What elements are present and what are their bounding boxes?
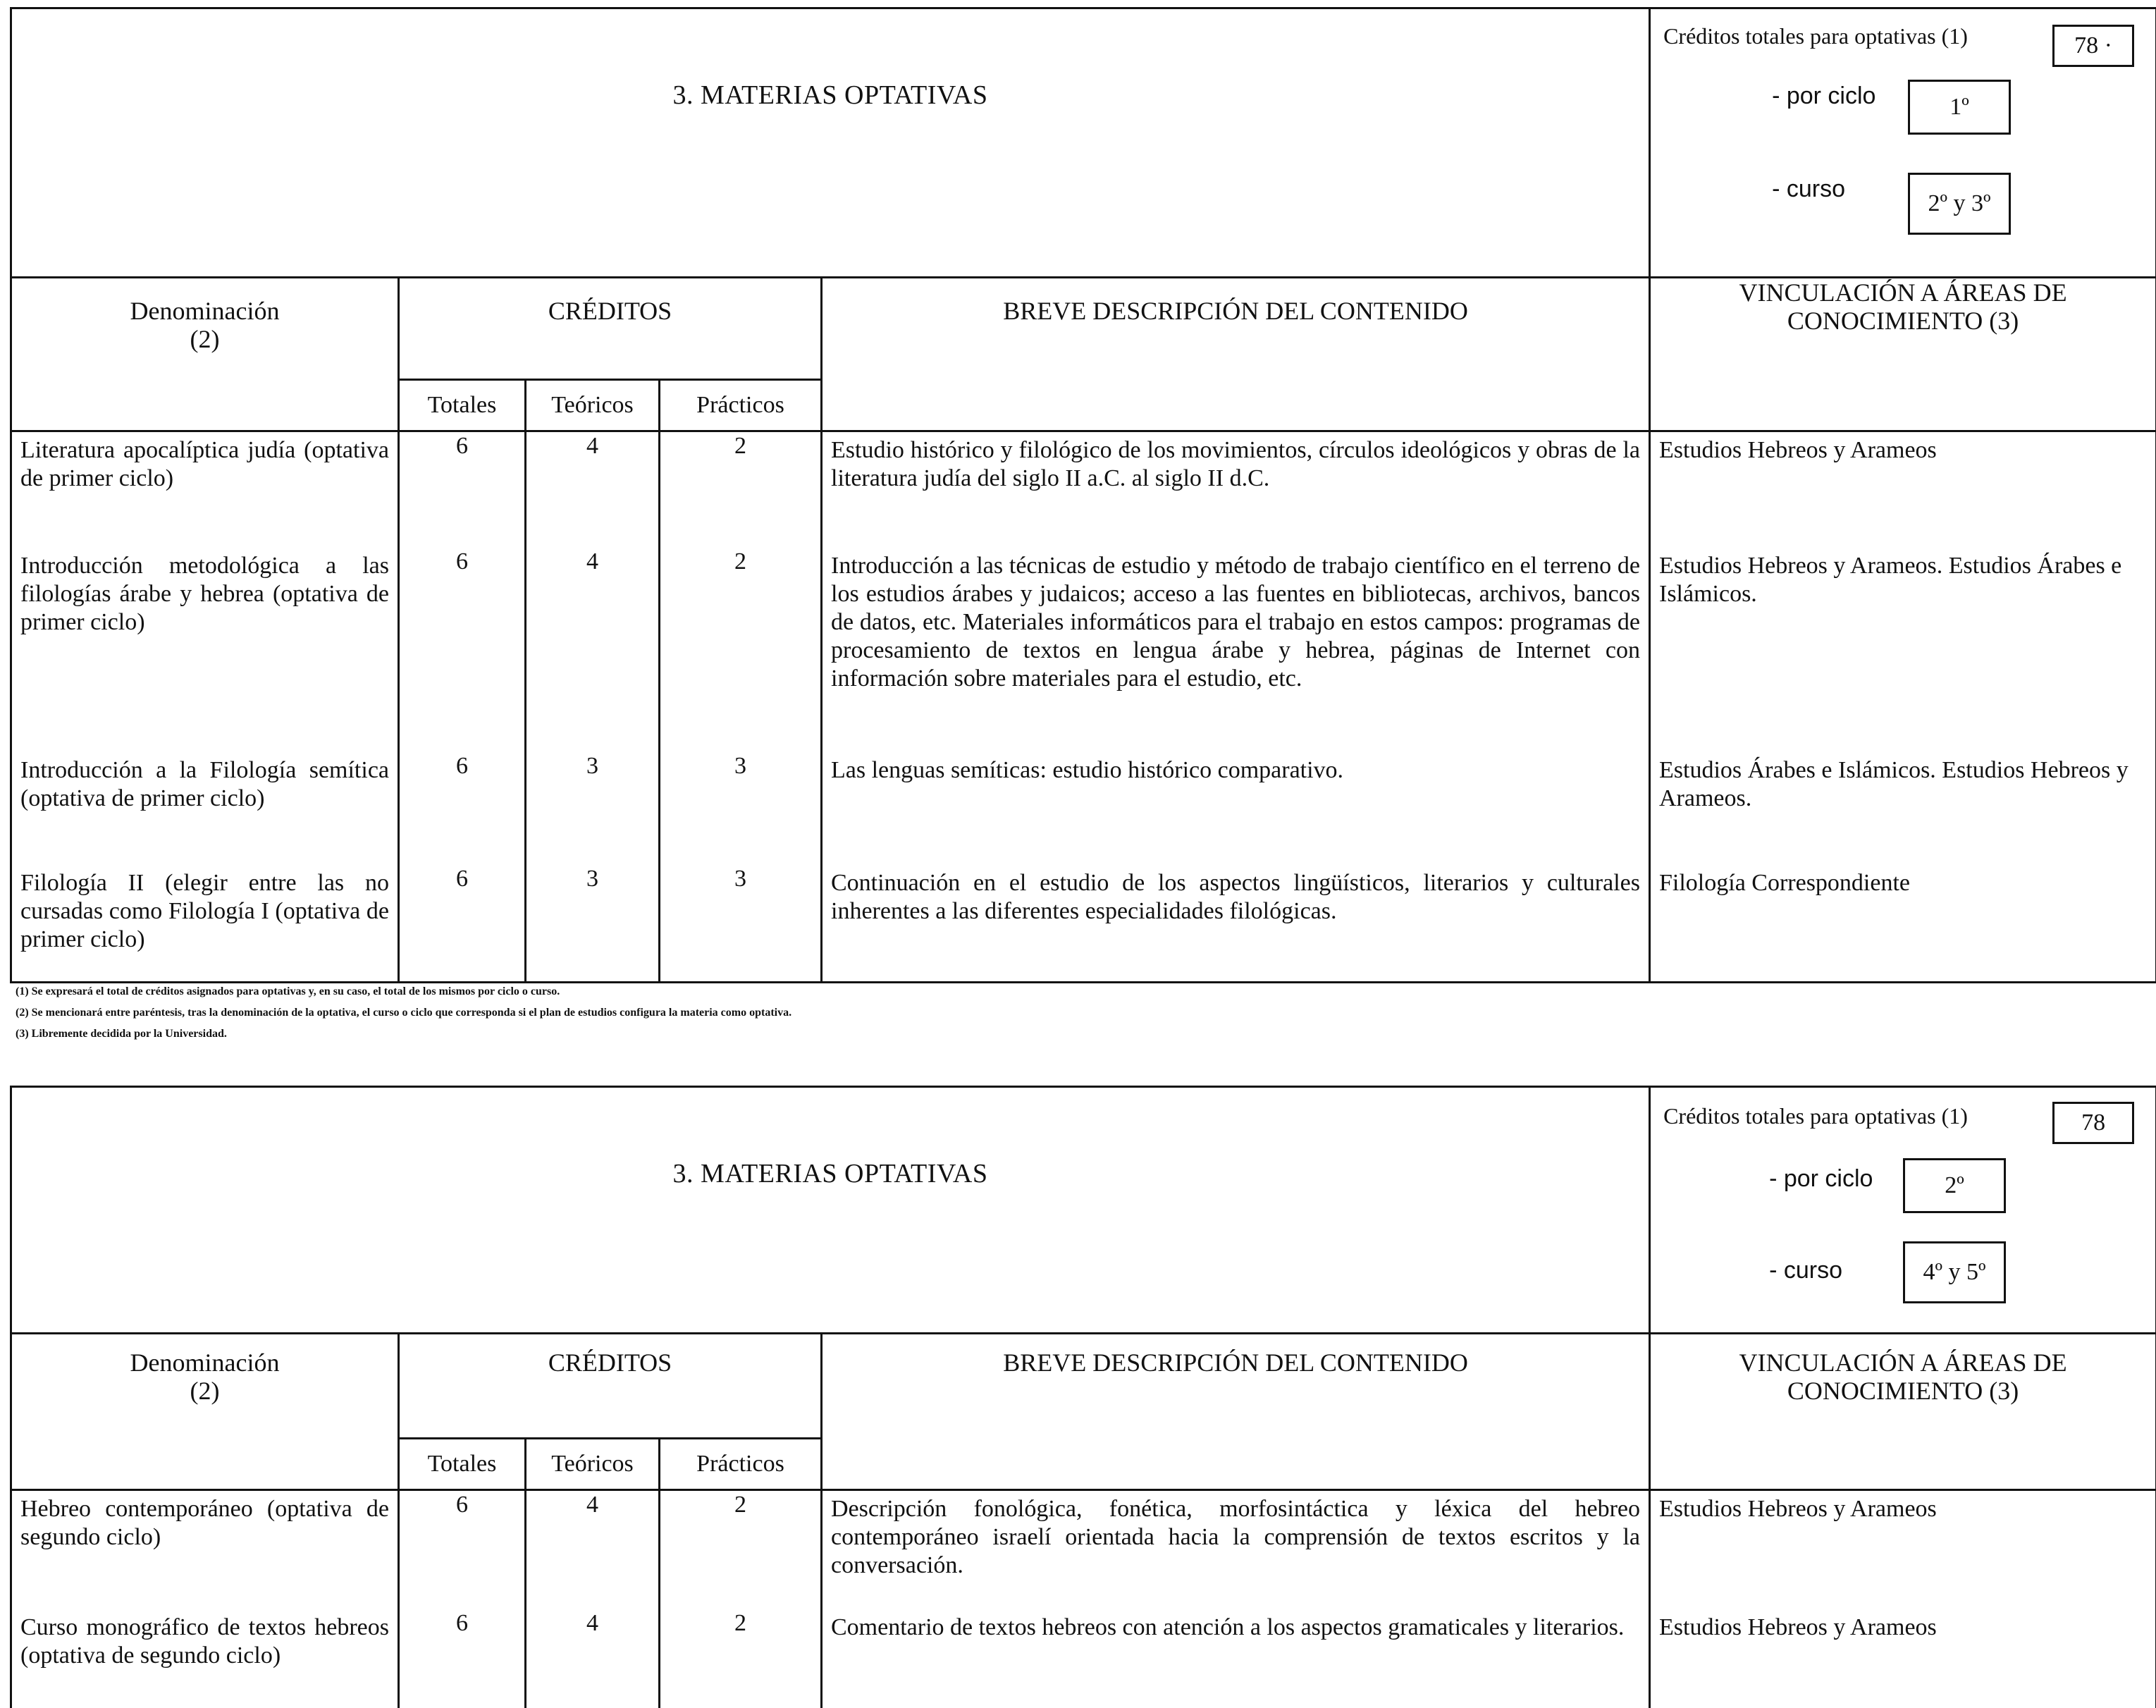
- table-1-frame: [10, 7, 2156, 432]
- col-denominacion-header: Denominación (2): [11, 1334, 399, 1490]
- table-row: [11, 752, 2156, 865]
- creditos-value: 78 ·: [2052, 25, 2134, 67]
- denominacion-cell: Curso monográfico de textos hebreos (optativa de segundo ciclo): [11, 1609, 399, 1708]
- teoricos-cell: 3: [526, 865, 660, 982]
- col-vinculacion-header: VINCULACIÓN A ÁREAS DE CONOCIMIENTO (3): [1650, 1334, 2156, 1490]
- page-title: 3. MATERIAS OPTATIVAS: [12, 1088, 1649, 1189]
- creditos-label: Créditos totales para optativas (1): [1663, 23, 1968, 49]
- denominacion-cell: Literatura apocalíptica judía (optativa de primer ciclo): [11, 432, 399, 548]
- descripcion-cell: Estudio histórico y filológico de los movimientos, círculos ideológicos y obras de la literatura judía del siglo II a.C. al siglo II d.C.: [822, 432, 1650, 548]
- table-2-frame: [10, 1086, 2156, 1491]
- table-2-body: [10, 1491, 2156, 1708]
- creditos-label: Créditos totales para optativas (1): [1663, 1103, 1968, 1129]
- vinculacion-cell: Estudios Árabes e Islámicos. Estudios Hebreos y Arameos.: [1650, 752, 2156, 865]
- col-practicos-header: Prácticos: [660, 1439, 820, 1489]
- vinculacion-cell: Filología Correspondiente: [1650, 865, 2156, 982]
- col-teoricos-header: Teóricos: [526, 381, 660, 430]
- ciclo-label: - por ciclo: [1772, 82, 1875, 110]
- col-creditos-header: CRÉDITOS Totales Teóricos Prácticos: [399, 1334, 822, 1490]
- footnote-1: (1) Se expresará el total de créditos asignados para optativas y, en su caso, el total de los mismos por ciclo o curso.: [16, 981, 791, 1002]
- teoricos-cell: 4: [526, 548, 660, 752]
- practicos-cell: 3: [660, 865, 822, 982]
- col-creditos-header: CRÉDITOS Totales Teóricos Prácticos: [399, 278, 822, 431]
- curso-label: - curso: [1769, 1257, 1842, 1284]
- practicos-cell: 2: [660, 432, 822, 548]
- vinculacion-cell: Estudios Hebreos y Arameos. Estudios Árabes e Islámicos.: [1650, 548, 2156, 752]
- descripcion-cell: Introducción a las técnicas de estudio y método de trabajo científico en el terreno de los estudios árabes y judaicos; acceso a las fuentes en bibliotecas, archivos, bancos de datos, etc. Materiales informáticos para el trabajo en estos campos: programas de procesamiento de textos en lengua árabe y hebrea, páginas de Internet con información sobre materiales para el estudio, etc.: [822, 548, 1650, 752]
- descripcion-cell: Comentario de textos hebreos con atención a los aspectos gramaticales y literarios.: [822, 1609, 1650, 1708]
- descripcion-cell: Continuación en el estudio de los aspectos lingüísticos, literarios y culturales inherentes a las diferentes especialidades filológicas.: [822, 865, 1650, 982]
- col-descripcion-header: BREVE DESCRIPCIÓN DEL CONTENIDO: [822, 1334, 1650, 1490]
- denominacion-cell: Introducción metodológica a las filologías árabe y hebrea (optativa de primer ciclo): [11, 548, 399, 752]
- descripcion-cell: Descripción fonológica, fonética, morfosintáctica y léxica del hebreo contemporáneo israelí orientada hacia la comprensión de textos escritos y la conversación.: [822, 1491, 1650, 1609]
- totales-cell: 6: [399, 865, 526, 982]
- curso-label: - curso: [1772, 176, 1845, 203]
- table-row: [11, 1491, 2156, 1609]
- col-denominacion-header: Denominación (2): [11, 278, 399, 431]
- descripcion-cell: Las lenguas semíticas: estudio histórico comparativo.: [822, 752, 1650, 865]
- curso-value: 2º y 3º: [1908, 173, 2011, 235]
- totales-cell: 6: [399, 1609, 526, 1708]
- ciclo-value: 2º: [1903, 1158, 2006, 1213]
- teoricos-cell: 4: [526, 1491, 660, 1609]
- teoricos-cell: 4: [526, 432, 660, 548]
- col-vinculacion-header: VINCULACIÓN A ÁREAS DE CONOCIMIENTO (3): [1650, 278, 2156, 431]
- col-teoricos-header: Teóricos: [526, 1439, 660, 1489]
- page-title: 3. MATERIAS OPTATIVAS: [12, 9, 1649, 111]
- denominacion-cell: Filología II (elegir entre las no cursadas como Filología I (optativa de primer ciclo): [11, 865, 399, 982]
- optativas-table-2: [10, 1086, 2155, 1708]
- vinculacion-cell: Estudios Hebreos y Arameos: [1650, 1491, 2156, 1609]
- table-1-title-cell: [11, 8, 1650, 278]
- table-row: [11, 432, 2156, 548]
- col-descripcion-header: BREVE DESCRIPCIÓN DEL CONTENIDO: [822, 278, 1650, 431]
- col-totales-header: Totales: [400, 381, 526, 430]
- table-2-credits-box: [1650, 1087, 2156, 1334]
- denominacion-cell: Hebreo contemporáneo (optativa de segundo ciclo): [11, 1491, 399, 1609]
- practicos-cell: 3: [660, 752, 822, 865]
- col-practicos-header: Prácticos: [660, 381, 820, 430]
- totales-cell: 6: [399, 548, 526, 752]
- curso-value: 4º y 5º: [1903, 1241, 2006, 1303]
- practicos-cell: 2: [660, 1491, 822, 1609]
- vinculacion-cell: Estudios Hebreos y Arameos: [1650, 432, 2156, 548]
- practicos-cell: 2: [660, 548, 822, 752]
- totales-cell: 6: [399, 752, 526, 865]
- table-1-body: [10, 432, 2156, 983]
- table-row: [11, 865, 2156, 982]
- creditos-value: 78: [2052, 1102, 2134, 1144]
- teoricos-cell: 3: [526, 752, 660, 865]
- footnotes: [16, 981, 791, 1045]
- table-2-title-cell: [11, 1087, 1650, 1334]
- ciclo-value: 1º: [1908, 80, 2011, 135]
- col-totales-header: Totales: [400, 1439, 526, 1489]
- table-row: [11, 548, 2156, 752]
- table-1-credits-box: [1650, 8, 2156, 278]
- totales-cell: 6: [399, 1491, 526, 1609]
- denominacion-cell: Introducción a la Filología semítica (optativa de primer ciclo): [11, 752, 399, 865]
- practicos-cell: 2: [660, 1609, 822, 1708]
- optativas-table-1: [10, 7, 2155, 983]
- teoricos-cell: 4: [526, 1609, 660, 1708]
- footnote-3: (3) Libremente decidida por la Universidad.: [16, 1024, 791, 1045]
- totales-cell: 6: [399, 432, 526, 548]
- footnote-2: (2) Se mencionará entre paréntesis, tras la denominación de la optativa, el curso o ciclo que corresponda si el plan de estudios configura la materia como optativa.: [16, 1002, 791, 1024]
- vinculacion-cell: Estudios Hebreos y Arameos: [1650, 1609, 2156, 1708]
- ciclo-label: - por ciclo: [1769, 1165, 1873, 1193]
- table-row: [11, 1609, 2156, 1708]
